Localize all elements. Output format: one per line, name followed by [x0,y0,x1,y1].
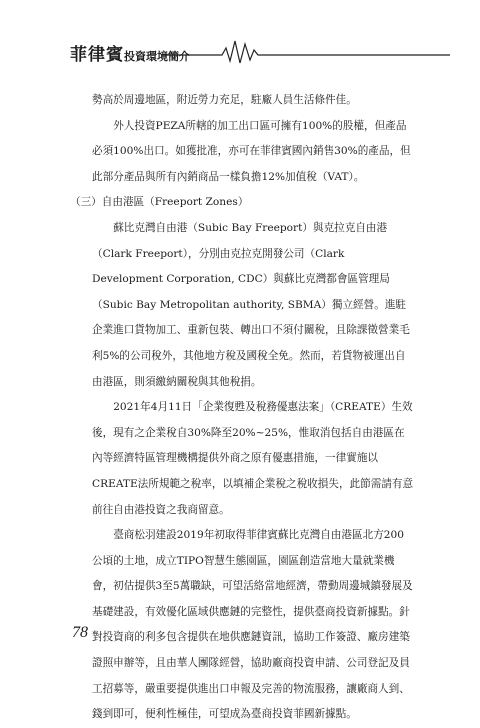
running-header [70,32,450,66]
header-title-sub: 投資環境簡介 [124,50,190,63]
paragraph-tipo-park: 臺商松羽建設2019年初取得菲律賓蘇比克灣自由港區北方200公頃的土地，成立TIPO智慧生態園區，園區創造當地大量就業機會，初估提供3至5萬職缺，可望活絡當地經濟，帶動周邊城鎮發展及基礎建設，有效優化區域供應鏈的完整性，提供臺商投資新據點。針對投資商的利多包含提供在地供應鏈資訊，協助工作簽證、廠房建築證照申辦等，且由華人團隊經營，協助廠商投資申請、公司登記及員工招募等，嚴重要提供進出口申報及完善的物流服務，讓廠商人到、錢到即可，便利性極佳，可望成為臺商投資菲國新據點。 [92,529,413,721]
paragraph-continued: 勢高於周邊地區，附近勞力充足，駐廠人員生活條件佳。 [92,94,357,106]
paragraph-peza-ownership: 外人投資PEZA所轄的加工出口區可擁有100%的股權，但產品必須100%出口。如獲批准，亦可在菲律賓國內銷售30%的產品，但此部分產品與所有內銷商品一樣負擔12%加值稅（VAT）。 [92,119,411,183]
page-number: 78 [72,624,88,641]
header-title [70,40,190,65]
section-heading-freeport: （三）自由港區（Freeport Zones） [70,196,249,209]
paragraph-create-act: 2021年4月11日「企業復甦及稅務優惠法案」（CREATE）生效後，現有之企業稅自30%降至20%~25%，惟取消包括自由港區在內等經濟特區管理機構提供外商之原有優惠措施，一律實施以CREATE法所規範之稅率，以填補企業稅之稅收損失，此節需請有意前往自由港投資之我商留意。 [92,401,414,516]
paragraph-freeport-overview: 蘇比克灣自由港（Subic Bay Freeport）與克拉克自由港（Clark Freeport），分別由克拉克開發公司（Clark Development Corporation, CDC）與蘇比克灣都會區管理局（Subic Bay Metropolitan authority, SBMA）獨立經營。進駐企業進口貨物加工、重新包裝、轉出口不須付關稅，且除課徵營業毛利5%的公司稅外，其他地方稅及國稅全免。然而，若貨物被運出自由港區，則須繳納關稅與其他稅捐。 [92,221,410,388]
header-title-main: 菲律賓 [70,45,124,65]
